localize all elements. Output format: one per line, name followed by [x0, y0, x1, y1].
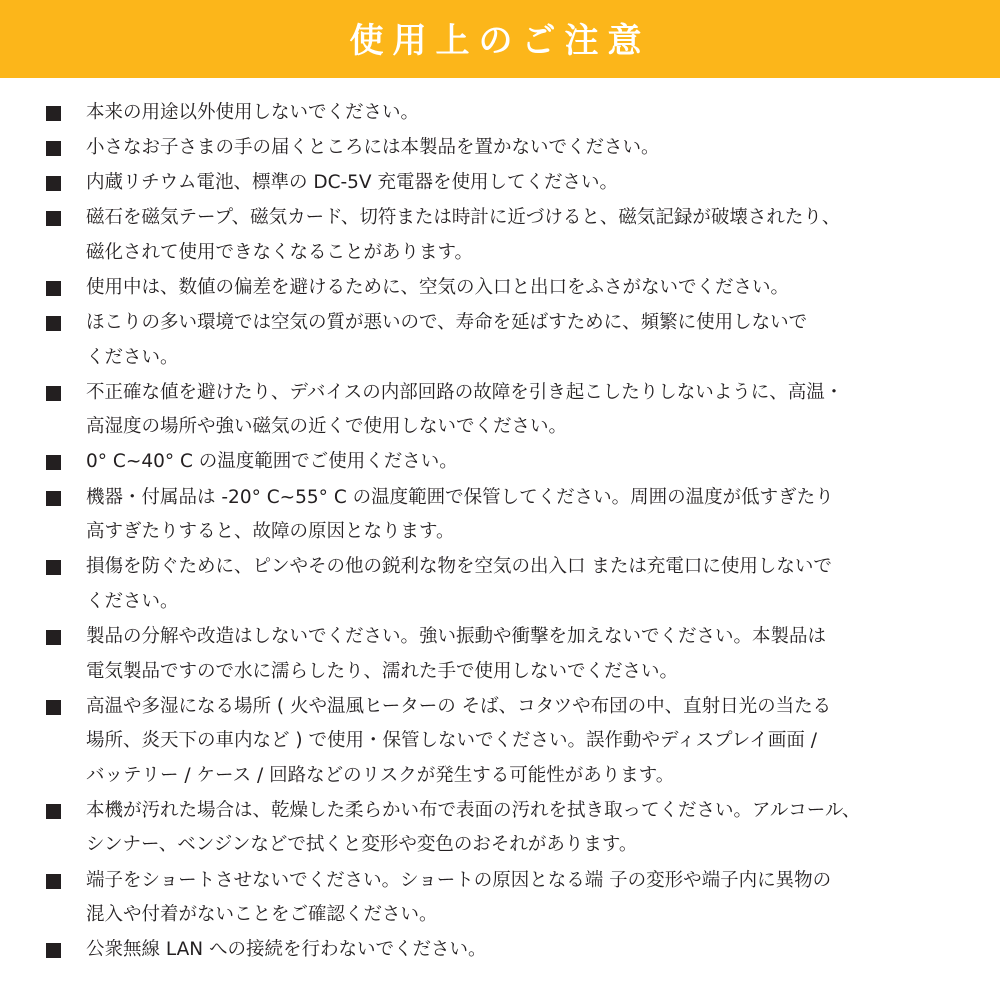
header-banner: [0, 0, 1000, 78]
square-bullet-icon: [46, 316, 61, 331]
notice-item: [0, 96, 1000, 131]
notice-item: [0, 201, 1000, 270]
square-bullet-icon: [46, 630, 61, 645]
square-bullet-icon: [46, 106, 61, 121]
notice-item: [0, 166, 1000, 201]
notice-text-line: 機器・付属品は -20° C~55° C の温度範囲で保管してください。周囲の温度が低すぎたり: [86, 486, 834, 508]
notice-text-line: ください。: [86, 346, 179, 368]
notice-text-line: 磁化されて使用できなくなることがあります。: [86, 241, 474, 263]
square-bullet-icon: [46, 560, 61, 575]
square-bullet-icon: [46, 700, 61, 715]
notice-item: [0, 620, 1000, 689]
notice-text-line: 製品の分解や改造はしないでください。強い振動や衝撃を加えないでください。本製品は: [86, 625, 827, 647]
notice-text-line: 端子をショートさせないでください。ショートの原因となる端 子の変形や端子内に異物の: [86, 869, 832, 891]
square-bullet-icon: [46, 874, 61, 889]
notice-list: [0, 96, 1000, 968]
notice-text-line: 0° C~40° C の温度範囲でご使用ください。: [86, 451, 458, 473]
square-bullet-icon: [46, 943, 61, 958]
notice-text-line: 場所、炎天下の車内など ) で使用・保管しないでください。誤作動やディスプレイ画面 /: [86, 730, 817, 752]
notice-item: [0, 550, 1000, 619]
notice-item: [0, 690, 1000, 794]
square-bullet-icon: [46, 491, 61, 506]
square-bullet-icon: [46, 804, 61, 819]
square-bullet-icon: [46, 211, 61, 226]
notice-text-line: 損傷を防ぐために、ピンやその他の鋭利な物を空気の出入口 または充電口に使用しないで: [86, 556, 832, 578]
square-bullet-icon: [46, 176, 61, 191]
notice-text-line: シンナー、ベンジンなどで拭くと変形や変色のおそれがあります。: [86, 834, 638, 856]
notice-item: [0, 481, 1000, 550]
notice-text-line: 内蔵リチウム電池、標準の DC-5V 充電器を使用してください。: [86, 172, 618, 194]
notice-item: [0, 271, 1000, 306]
notice-item: [0, 306, 1000, 375]
notice-text-line: 本来の用途以外使用しないでください。: [86, 102, 420, 123]
notice-text-line: 高温や多湿になる場所 ( 火や温風ヒーターの そば、コタツや布団の中、直射日光の当たる: [86, 695, 832, 717]
notice-text-line: 使用中は、数値の偏差を避けるために、空気の入口と出口をふさがないでください。: [86, 276, 790, 298]
notice-text-line: 小さなお子さまの手の届くところには本製品を置かないでください。: [86, 137, 660, 159]
square-bullet-icon: [46, 141, 61, 156]
square-bullet-icon: [46, 455, 61, 470]
notice-item: [0, 376, 1000, 445]
page-title: 使用上のご注意: [349, 20, 651, 61]
notice-item: [0, 131, 1000, 166]
notice-text-line: 不正確な値を避けたり、デバイスの内部回路の故障を引き起こしたりしないように、高温・: [86, 381, 844, 403]
square-bullet-icon: [46, 386, 61, 401]
notice-item: [0, 794, 1000, 863]
notice-text-line: ほこりの多い環境では空気の質が悪いので、寿命を延ばすために、頻繁に使用しないで: [86, 312, 808, 334]
notice-item: [0, 864, 1000, 933]
notice-text-line: 本機が汚れた場合は、乾燥した柔らかい布で表面の汚れを拭き取ってください。アルコール、: [86, 799, 861, 821]
notice-text-line: 公衆無線 LAN への接続を行わないでください。: [86, 939, 487, 961]
notice-text-line: バッテリー / ケース / 回路などのリスクが発生する可能性があります。: [86, 764, 675, 786]
notice-text-line: 磁石を磁気テープ、磁気カード、切符または時計に近づけると、磁気記録が破壊されたり、: [86, 207, 841, 229]
notice-text-line: 高湿度の場所や強い磁気の近くで使用しないでください。: [86, 416, 568, 438]
notice-text-line: 電気製品ですので水に濡らしたり、濡れた手で使用しないでください。: [86, 660, 679, 682]
notice-item: [0, 933, 1000, 968]
notice-text-line: 高すぎたりすると、故障の原因となります。: [86, 521, 455, 543]
notice-item: [0, 445, 1000, 480]
notice-text-line: 混入や付着がないことをご確認ください。: [86, 904, 438, 926]
notice-text-line: ください。: [86, 590, 179, 612]
square-bullet-icon: [46, 281, 61, 296]
